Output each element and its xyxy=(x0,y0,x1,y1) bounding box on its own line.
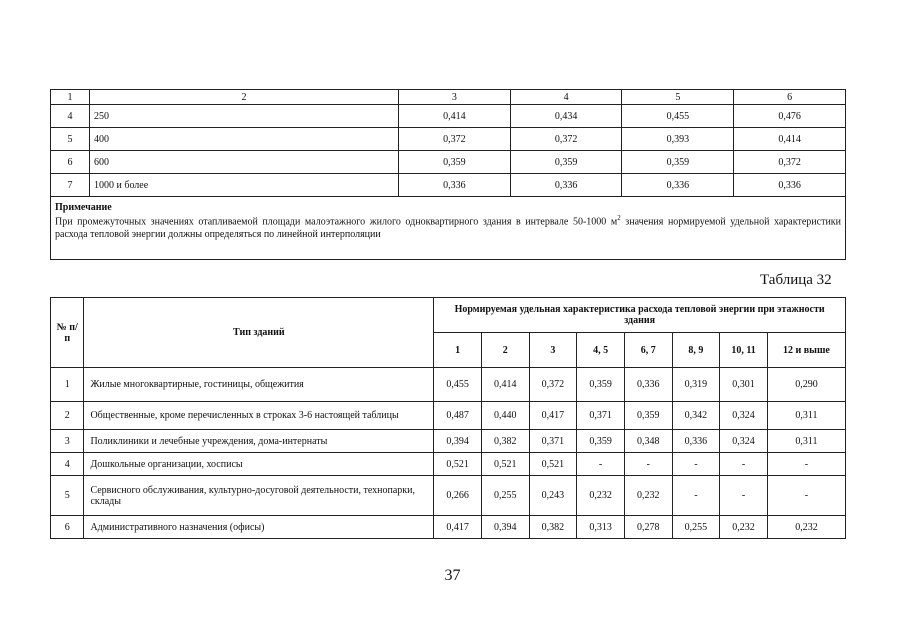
note-row xyxy=(51,197,846,260)
value-cell: 0,372 xyxy=(734,151,846,174)
value-cell: 0,371 xyxy=(529,430,577,453)
value-cell: 0,336 xyxy=(624,368,672,402)
value-cell: 0,359 xyxy=(399,151,511,174)
value-cell: 0,414 xyxy=(734,128,846,151)
value-cell: 0,348 xyxy=(624,430,672,453)
header-cell: 3 xyxy=(399,90,511,105)
value-cell: - xyxy=(720,476,768,516)
note-cell xyxy=(51,197,846,260)
value-cell: - xyxy=(720,453,768,476)
value-cell: 0,278 xyxy=(624,516,672,539)
header-cell: 4 xyxy=(510,90,622,105)
building-type: Дошкольные организации, хосписы xyxy=(84,453,434,476)
table-row xyxy=(51,368,846,402)
value-cell: 0,521 xyxy=(529,453,577,476)
table-32 xyxy=(50,297,846,539)
building-type: Сервисного обслуживания, культурно-досуговой деятельности, технопарки, склады xyxy=(84,476,434,516)
table-row xyxy=(51,151,846,174)
row-number: 6 xyxy=(51,516,84,539)
table-header-row xyxy=(51,90,846,105)
value-cell: 0,359 xyxy=(577,368,625,402)
value-cell: 0,255 xyxy=(481,476,529,516)
table-row xyxy=(51,430,846,453)
value-cell: 0,336 xyxy=(734,174,846,197)
value-cell: 0,359 xyxy=(624,402,672,430)
row-number: 4 xyxy=(51,105,90,128)
row-number: 6 xyxy=(51,151,90,174)
note-superscript: 2 xyxy=(617,214,621,222)
value-cell: 0,434 xyxy=(510,105,622,128)
value-cell: 0,382 xyxy=(481,430,529,453)
value-cell: 0,266 xyxy=(434,476,482,516)
header-floors: 3 xyxy=(529,333,577,368)
value-cell: 0,372 xyxy=(510,128,622,151)
value-cell: 0,371 xyxy=(577,402,625,430)
header-cell: 5 xyxy=(622,90,734,105)
value-cell: 0,359 xyxy=(577,430,625,453)
building-type: Поликлиники и лечебные учреждения, дома-интернаты xyxy=(84,430,434,453)
value-cell: 0,372 xyxy=(399,128,511,151)
area-cell: 400 xyxy=(90,128,399,151)
value-cell: - xyxy=(767,476,845,516)
header-cell: 2 xyxy=(90,90,399,105)
value-cell: 0,319 xyxy=(672,368,720,402)
value-cell: 0,394 xyxy=(481,516,529,539)
value-cell: 0,440 xyxy=(481,402,529,430)
value-cell: 0,336 xyxy=(510,174,622,197)
value-cell: 0,417 xyxy=(434,516,482,539)
note-text-continued: значения нормируемой удельной характеристики расхода тепловой энергии должны определяться по линейной интерполяции xyxy=(55,216,842,241)
value-cell: 0,301 xyxy=(720,368,768,402)
value-cell: 0,393 xyxy=(622,128,734,151)
value-cell: - xyxy=(624,453,672,476)
header-cell: 6 xyxy=(734,90,846,105)
value-cell: 0,359 xyxy=(510,151,622,174)
table-row xyxy=(51,453,846,476)
value-cell: 0,417 xyxy=(529,402,577,430)
value-cell: 0,521 xyxy=(481,453,529,476)
table-row xyxy=(51,516,846,539)
building-type: Общественные, кроме перечисленных в строках 3-6 настоящей таблицы xyxy=(84,402,434,430)
value-cell: 0,455 xyxy=(434,368,482,402)
header-floors: 12 и выше xyxy=(767,333,845,368)
value-cell: 0,342 xyxy=(672,402,720,430)
value-cell: 0,255 xyxy=(672,516,720,539)
value-cell: 0,382 xyxy=(529,516,577,539)
row-number: 5 xyxy=(51,476,84,516)
table-row xyxy=(51,105,846,128)
value-cell: 0,336 xyxy=(622,174,734,197)
value-cell: 0,232 xyxy=(767,516,845,539)
area-cell: 1000 и более xyxy=(90,174,399,197)
header-floors: 2 xyxy=(481,333,529,368)
header-cell: 1 xyxy=(51,90,90,105)
header-floors: 1 xyxy=(434,333,482,368)
value-cell: 0,290 xyxy=(767,368,845,402)
table-row xyxy=(51,476,846,516)
header-floors: 10, 11 xyxy=(720,333,768,368)
value-cell: 0,232 xyxy=(720,516,768,539)
page-number: 37 xyxy=(444,567,461,584)
building-type: Административного назначения (офисы) xyxy=(84,516,434,539)
row-number: 7 xyxy=(51,174,90,197)
value-cell: 0,414 xyxy=(481,368,529,402)
header-number: № п/п xyxy=(51,298,84,368)
value-cell: 0,487 xyxy=(434,402,482,430)
value-cell: 0,311 xyxy=(767,430,845,453)
value-cell: 0,359 xyxy=(622,151,734,174)
value-cell: - xyxy=(672,453,720,476)
note-title: Примечание xyxy=(55,202,112,213)
value-cell: 0,232 xyxy=(577,476,625,516)
value-cell: 0,414 xyxy=(399,105,511,128)
value-cell: - xyxy=(577,453,625,476)
row-number: 1 xyxy=(51,368,84,402)
value-cell: 0,324 xyxy=(720,402,768,430)
building-type: Жилые многоквартирные, гостиницы, общежития xyxy=(84,368,434,402)
value-cell: 0,372 xyxy=(529,368,577,402)
row-number: 5 xyxy=(51,128,90,151)
area-cell: 600 xyxy=(90,151,399,174)
note-text: При промежуточных значениях отапливаемой площади малоэтажного жилого одноквартирного здания в интервале 50-1000 м xyxy=(55,216,618,228)
value-cell: 0,476 xyxy=(734,105,846,128)
table-row xyxy=(51,402,846,430)
table-caption: Таблица 32 xyxy=(760,272,832,288)
table-header-row xyxy=(51,298,846,333)
header-floors: 8, 9 xyxy=(672,333,720,368)
area-cell: 250 xyxy=(90,105,399,128)
value-cell: 0,336 xyxy=(672,430,720,453)
header-floors: 6, 7 xyxy=(624,333,672,368)
value-cell: 0,232 xyxy=(624,476,672,516)
table-31-continuation xyxy=(50,89,846,260)
value-cell: - xyxy=(767,453,845,476)
table-row xyxy=(51,128,846,151)
row-number: 3 xyxy=(51,430,84,453)
row-number: 4 xyxy=(51,453,84,476)
value-cell: 0,313 xyxy=(577,516,625,539)
value-cell: 0,324 xyxy=(720,430,768,453)
value-cell: 0,243 xyxy=(529,476,577,516)
value-cell: - xyxy=(672,476,720,516)
header-building-type: Тип зданий xyxy=(84,298,434,368)
value-cell: 0,521 xyxy=(434,453,482,476)
header-group: Нормируемая удельная характеристика расхода тепловой энергии при этажности здания xyxy=(434,298,846,333)
row-number: 2 xyxy=(51,402,84,430)
value-cell: 0,336 xyxy=(399,174,511,197)
table-row xyxy=(51,174,846,197)
value-cell: 0,394 xyxy=(434,430,482,453)
value-cell: 0,455 xyxy=(622,105,734,128)
value-cell: 0,311 xyxy=(767,402,845,430)
header-floors: 4, 5 xyxy=(577,333,625,368)
